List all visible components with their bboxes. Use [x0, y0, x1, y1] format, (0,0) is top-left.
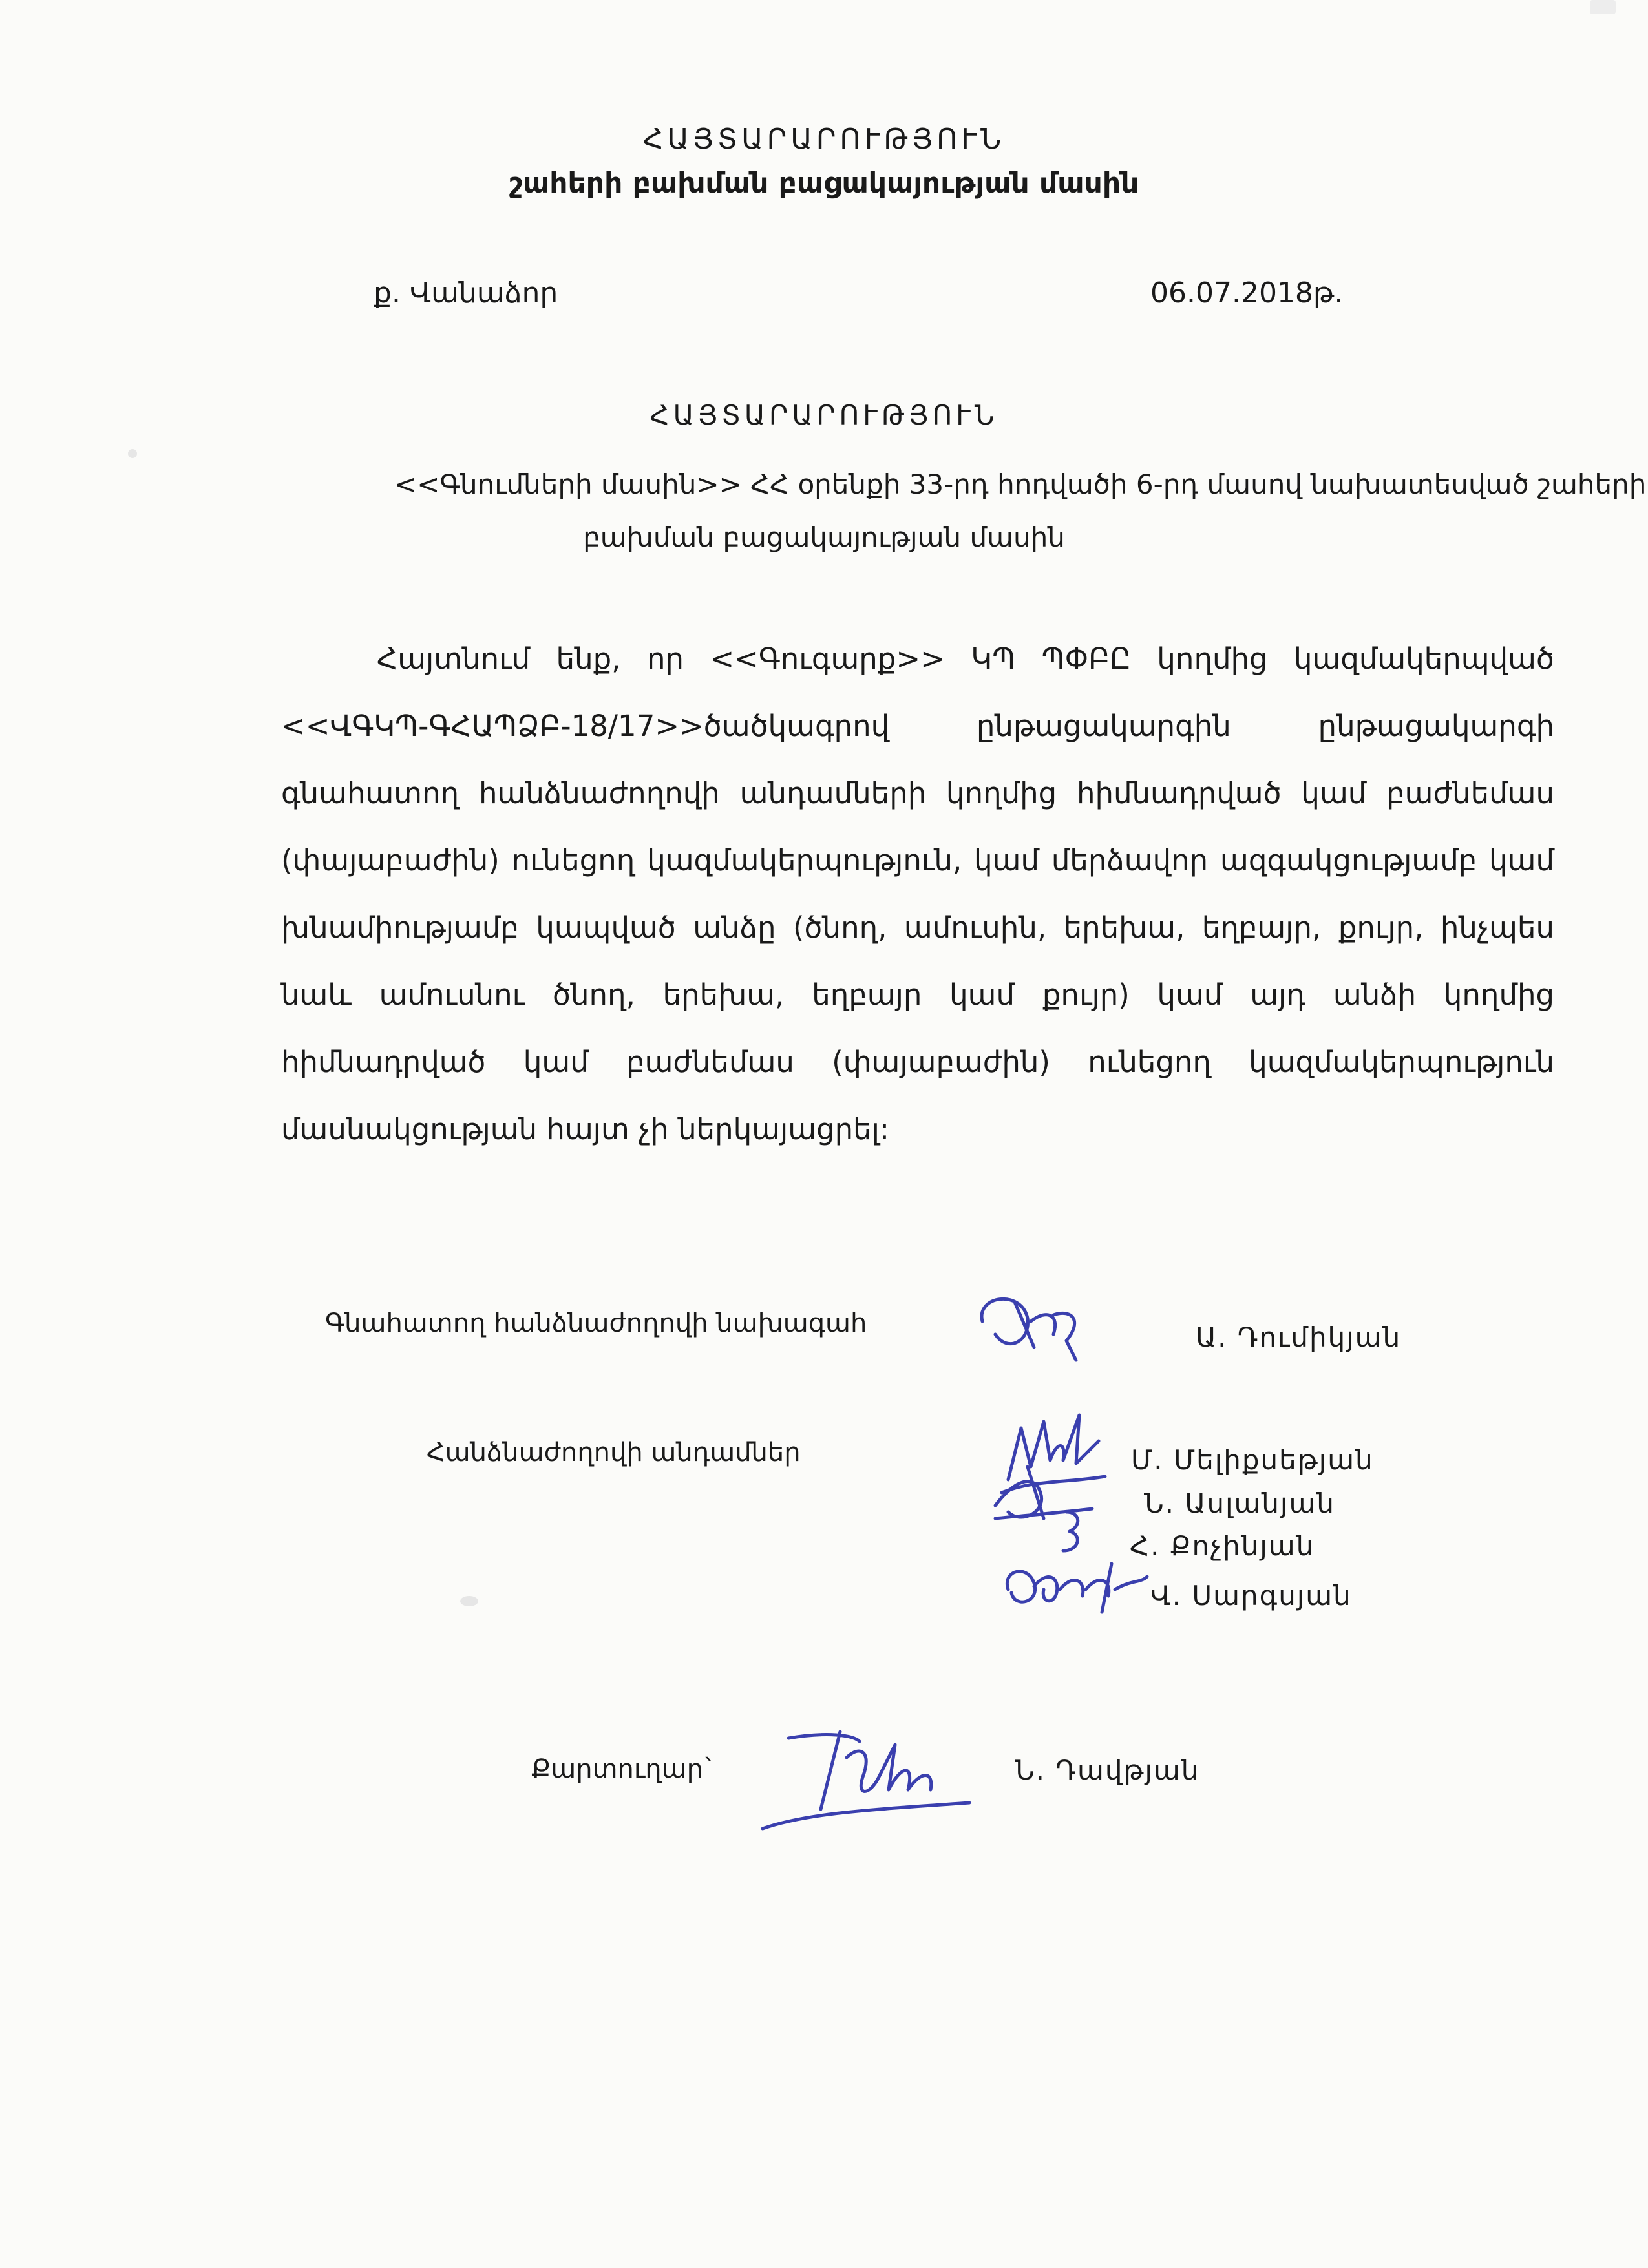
document-title: ՀԱՅՏԱՐԱՐՈՒԹՅՈՒՆ	[642, 123, 1006, 156]
statement-subtitle-line1: <<Գնումների մասին>> ՀՀ օրենքի 33-րդ հոդվածի 6-րդ մասով նախատեսված շահերի	[394, 468, 1647, 500]
member-name: Մ. Մելիքսեթյան	[1131, 1444, 1374, 1476]
scan-smudge	[128, 449, 137, 458]
chair-name: Ա. Դումիկյան	[1196, 1321, 1402, 1353]
members-label: Հանձնաժողովի անդամներ	[427, 1438, 801, 1467]
member-name: Ն. Ասլանյան	[1144, 1487, 1335, 1519]
date: 06.07.2018թ.	[1150, 277, 1344, 310]
member-signature-3	[1047, 1506, 1099, 1557]
chair-label: Գնահատող հանձնաժողովի նախագահ	[325, 1308, 867, 1338]
secretary-label: Քարտուղար`	[531, 1754, 716, 1784]
member-name: Վ. Սարգսյան	[1150, 1580, 1352, 1612]
document-subtitle: շահերի բախման բացակայության մասին	[509, 167, 1139, 200]
statement-body: Հայտնում ենք, որ <<Գուգարք>> ԿՊ ՊՓԲԸ կողմից կազմակերպված <<ՎԳԿՊ-ԳՀԱՊՁԲ-18/17>>ծածկագրով ընթացակարգին ընթացակարգի գնահատող հանձնաժողովի անդամների կողմից հիմնադրված կամ բաժնեմաս (փայաբաժին) ունեցող կազմակերպություն, կամ մերձավոր ազգակցությամբ կամ խնամիությամբ կապված անձը (ծնող, ամուսին, երեխա, եղբայր, քույր, ինչպես նաև ամուսնու ծնող, երեխա, եղբայր կամ քույր) կամ այդ անձի կողմից հիմնադրված կամ բաժնեմաս (փայաբաժին) ունեցող կազմակերպություն մասնակցության հայտ չի ներկայացրել:	[281, 642, 1554, 1146]
member-name: Հ. Քոչինյան	[1130, 1530, 1315, 1562]
chair-signature	[969, 1283, 1105, 1373]
scan-edge-mark	[1590, 0, 1616, 14]
statement-subtitle-line2: բախման բացակայության մասին	[583, 521, 1065, 553]
place: ք. Վանաձոր	[374, 277, 558, 310]
scan-smudge	[460, 1596, 478, 1606]
secretary-name: Ն. Դավթյան	[1015, 1754, 1200, 1786]
secretary-signature	[750, 1719, 982, 1842]
statement-title: ՀԱՅՏԱՐԱՐՈՒԹՅՈՒՆ	[650, 399, 998, 431]
